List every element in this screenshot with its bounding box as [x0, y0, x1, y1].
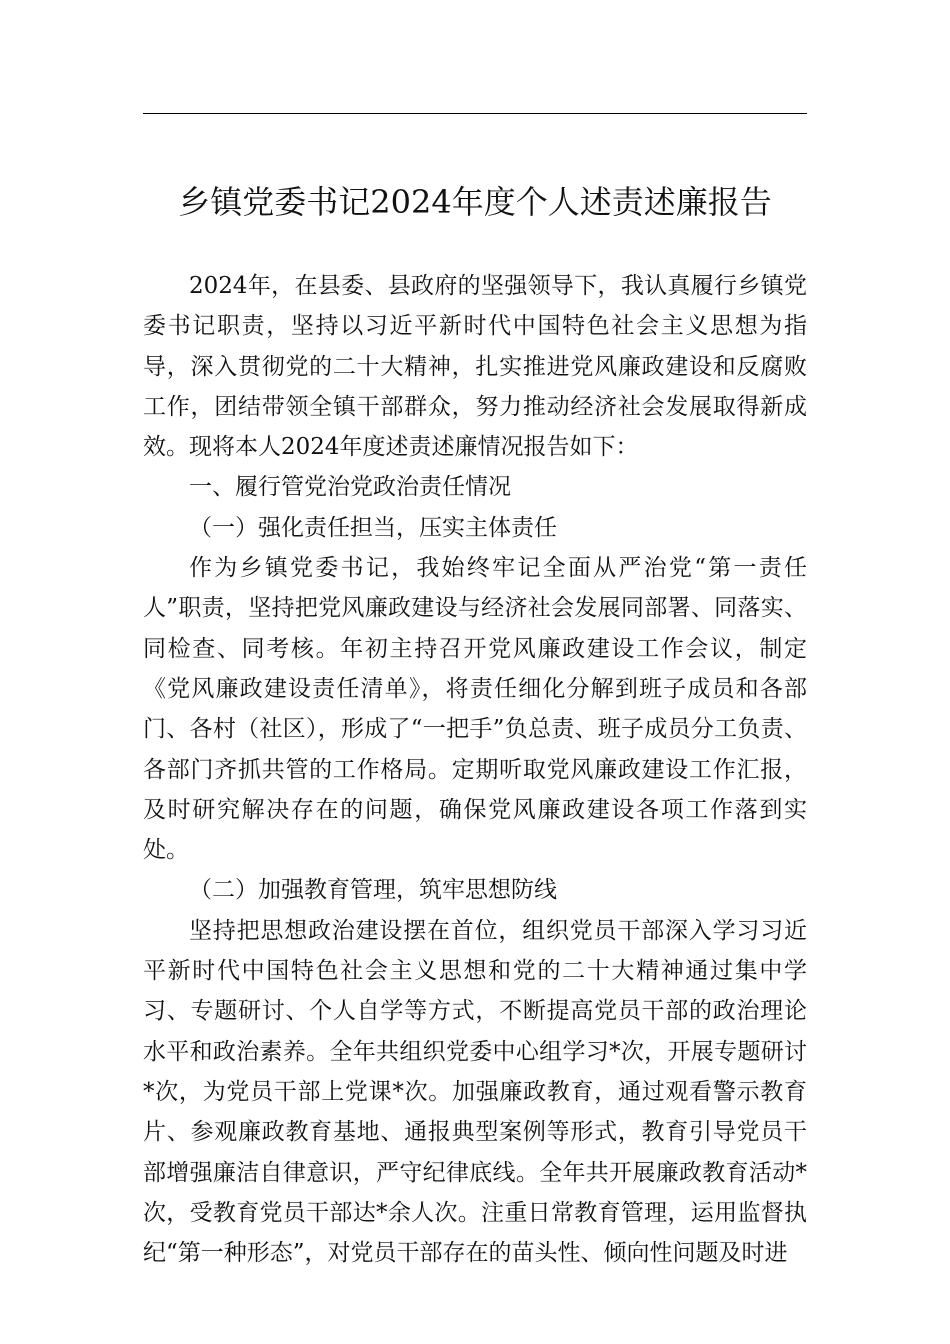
header-rule: [143, 113, 807, 114]
document-title: 乡镇党委书记2024年度个人述责述廉报告: [178, 183, 772, 221]
document-body: [143, 266, 807, 1273]
body-paragraph-2: 坚持把思想政治建设摆在首位，组织党员干部深入学习习近平新时代中国特色社会主义思想和党的二十大精神通过集中学习、专题研讨、个人自学等方式，不断提高党员干部的政治理论水平和政治素养。全年共组织党委中心组学习*次，开展专题研讨*次，为党员干部上党课*次。加强廉政教育，通过观看警示教育片、参观廉政教育基地、通报典型案例等形式，教育引导党员干部增强廉洁自律意识，严守纪律底线。全年共开展廉政教育活动*次，受教育党员干部达*余人次。注重日常教育管理，运用监督执纪“第一种形态”，对党员干部存在的苗头性、倾向性问题及时进: [143, 917, 807, 1267]
subsection-heading-2: （二）加强教育管理，筑牢思想防线: [189, 877, 557, 904]
subsection-heading-1: （一）强化责任担当，压实主体责任: [189, 514, 557, 541]
intro-paragraph: 2024年，在县委、县政府的坚强领导下，我认真履行乡镇党委书记职责，坚持以习近平新时代中国特色社会主义思想为指导，深入贯彻党的二十大精神，扎实推进党风廉政建设和反腐败工作，团结带领全镇干部群众，努力推动经济社会发展取得新成效。现将本人2024年度述责述廉情况报告如下：: [143, 273, 807, 461]
section-heading-1: 一、履行管党治党政治责任情况: [189, 474, 511, 501]
body-paragraph-1: 作为乡镇党委书记，我始终牢记全面从严治党“第一责任人”职责，坚持把党风廉政建设与经济社会发展同部署、同落实、同检查、同考核。年初主持召开党风廉政建设工作会议，制定《党风廉政建设责任清单》，将责任细化分解到班子成员和各部门、各村（社区），形成了“一把手”负总责、班子成员分工负责、各部门齐抓共管的工作格局。定期听取党风廉政建设工作汇报，及时研究解决存在的问题，确保党风廉政建设各项工作落到实处。: [143, 555, 807, 864]
